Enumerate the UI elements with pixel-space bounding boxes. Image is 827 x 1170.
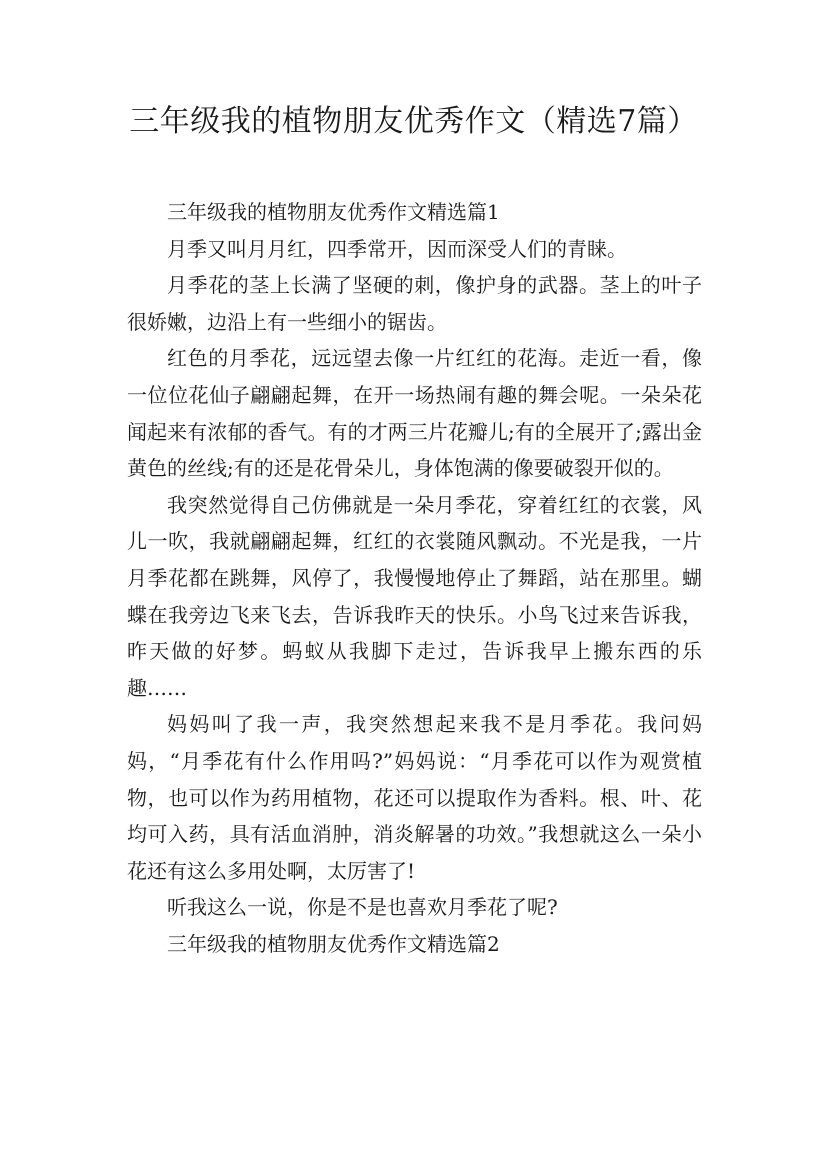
paragraph: 我突然觉得自己仿佛就是一朵月季花，穿着红红的衣裳，风儿一吹，我就翩翩起舞，红红的衣裳随风飘动。不光是我，一片月季花都在跳舞，风停了，我慢慢地停止了舞蹈，站在那里。蝴蝶在我旁边飞来飞去，告诉我昨天的快乐。小鸟飞过来告诉我，昨天做的好梦。蚂蚁从我脚下走过，告诉我早上搬东西的乐趣……	[127, 492, 702, 700]
document-title: 三年级我的植物朋友优秀作文（精选7篇）	[129, 104, 698, 139]
section-heading-1: 三年级我的植物朋友优秀作文精选篇1	[167, 200, 500, 224]
document-body	[127, 194, 702, 962]
paragraph: 月季又叫月月红，四季常开，因而深受人们的青睐。	[167, 236, 627, 261]
paragraph: 妈妈叫了我一声，我突然想起来我不是月季花。我问妈妈，“月季花有什么作用吗?”妈妈说：“月季花可以作为观赏植物，也可以作为药用植物，花还可以提取作为香料。根、叶、花均可入药，具有活血消肿，消炎解暑的功效。”我想就这么一朵小花还有这么多用处啊，太厉害了!	[127, 712, 702, 883]
paragraph: 听我这么一说，你是不是也喜欢月季花了呢?	[167, 895, 558, 920]
paragraph: 红色的月季花，远远望去像一片红红的花海。走近一看，像一位位花仙子翩翩起舞，在开一场热闹有趣的舞会呢。一朵朵花闻起来有浓郁的香气。有的才两三片花瓣儿;有的全展开了;露出金黄色的丝线;有的还是花骨朵儿，身体饱满的像要破裂开似的。	[127, 346, 702, 481]
paragraph: 月季花的茎上长满了坚硬的刺，像护身的武器。茎上的叶子很娇嫩，边沿上有一些细小的锯齿。	[127, 273, 702, 334]
section-heading-2: 三年级我的植物朋友优秀作文精选篇2	[167, 931, 500, 956]
